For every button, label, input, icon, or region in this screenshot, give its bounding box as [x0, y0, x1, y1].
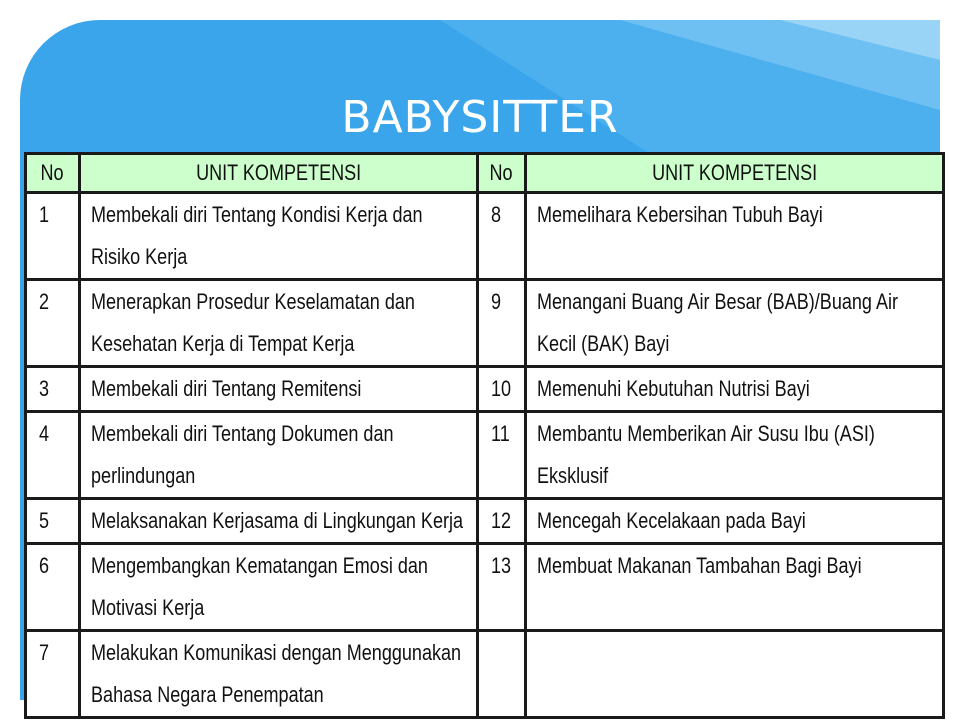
header-no-right: No	[478, 154, 526, 193]
left-unit-text-line: perlindungan	[91, 463, 196, 488]
left-unit-cell	[80, 280, 478, 367]
left-unit-text-line: Motivasi Kerja	[91, 595, 205, 620]
right-unit-text-line: Kecil (BAK) Bayi	[537, 331, 670, 356]
table-row	[26, 544, 944, 631]
left-number-cell	[26, 499, 80, 544]
right-number: 9	[491, 289, 502, 314]
right-number-cell	[478, 280, 526, 367]
left-number: 4	[39, 421, 50, 446]
right-number-cell	[478, 193, 526, 280]
right-unit-cell	[526, 412, 944, 499]
left-number: 7	[39, 640, 50, 665]
left-number: 3	[39, 376, 50, 401]
left-number-cell	[26, 631, 80, 718]
left-unit-cell	[80, 499, 478, 544]
right-unit-text-line: Mencegah Kecelakaan pada Bayi	[537, 508, 806, 533]
table-row	[26, 631, 944, 718]
left-unit-cell	[80, 631, 478, 718]
left-number-cell	[26, 367, 80, 412]
right-number-cell	[478, 367, 526, 412]
left-number: 2	[39, 289, 50, 314]
right-number: 13	[491, 553, 512, 578]
right-number: 10	[491, 376, 512, 401]
right-unit-cell	[526, 367, 944, 412]
slide-title: BABYSITTER	[341, 92, 619, 143]
table-row	[26, 193, 944, 280]
left-number-cell	[26, 544, 80, 631]
title-band	[20, 20, 940, 160]
right-unit-cell	[526, 544, 944, 631]
table-row	[26, 499, 944, 544]
table-row	[26, 367, 944, 412]
right-number-cell	[478, 631, 526, 718]
right-number: 11	[491, 421, 510, 446]
left-number: 5	[39, 508, 50, 533]
right-unit-text-line: Memelihara Kebersihan Tubuh Bayi	[537, 202, 823, 227]
right-number-cell	[478, 412, 526, 499]
left-unit-text-line: Melakukan Komunikasi dengan Menggunakan	[91, 640, 462, 665]
right-unit-cell	[526, 499, 944, 544]
header-no-left: No	[26, 154, 80, 193]
right-unit-text-line: Membuat Makanan Tambahan Bagi Bayi	[537, 553, 862, 578]
right-unit-text-line: Membantu Memberikan Air Susu Ibu (ASI)	[537, 421, 875, 446]
right-number: 8	[491, 202, 502, 227]
left-unit-text-line: Kesehatan Kerja di Tempat Kerja	[91, 331, 355, 356]
right-number-cell	[478, 499, 526, 544]
competency-table	[24, 152, 945, 719]
left-unit-cell	[80, 193, 478, 280]
table-header-row	[26, 154, 944, 193]
right-number: 12	[491, 508, 512, 533]
table-row	[26, 412, 944, 499]
left-unit-text-line: Melaksanakan Kerjasama di Lingkungan Kerja	[91, 508, 464, 533]
table-body	[26, 193, 944, 718]
left-unit-text-line: Menerapkan Prosedur Keselamatan dan	[91, 289, 415, 314]
left-unit-text-line: Membekali diri Tentang Remitensi	[91, 376, 362, 401]
right-unit-text-line: Eksklusif	[537, 463, 609, 488]
left-unit-cell	[80, 544, 478, 631]
left-unit-text-line: Risiko Kerja	[91, 244, 188, 269]
left-unit-cell	[80, 412, 478, 499]
left-unit-text-line: Membekali diri Tentang Kondisi Kerja dan	[91, 202, 423, 227]
right-number-cell	[478, 544, 526, 631]
left-number-cell	[26, 412, 80, 499]
left-unit-text-line: Mengembangkan Kematangan Emosi dan	[91, 553, 428, 578]
header-unit-left: UNIT KOMPETENSI	[80, 154, 478, 193]
right-unit-cell	[526, 631, 944, 718]
left-number-cell	[26, 193, 80, 280]
left-number-cell	[26, 280, 80, 367]
right-unit-text-line: Memenuhi Kebutuhan Nutrisi Bayi	[537, 376, 810, 401]
left-number: 6	[39, 553, 50, 578]
right-unit-cell	[526, 193, 944, 280]
left-unit-text-line: Membekali diri Tentang Dokumen dan	[91, 421, 394, 446]
left-unit-cell	[80, 367, 478, 412]
right-unit-cell	[526, 280, 944, 367]
header-unit-right: UNIT KOMPETENSI	[526, 154, 944, 193]
left-unit-text-line: Bahasa Negara Penempatan	[91, 682, 324, 707]
left-number: 1	[39, 202, 50, 227]
right-unit-text-line: Menangani Buang Air Besar (BAB)/Buang Air	[537, 289, 899, 314]
table-row	[26, 280, 944, 367]
